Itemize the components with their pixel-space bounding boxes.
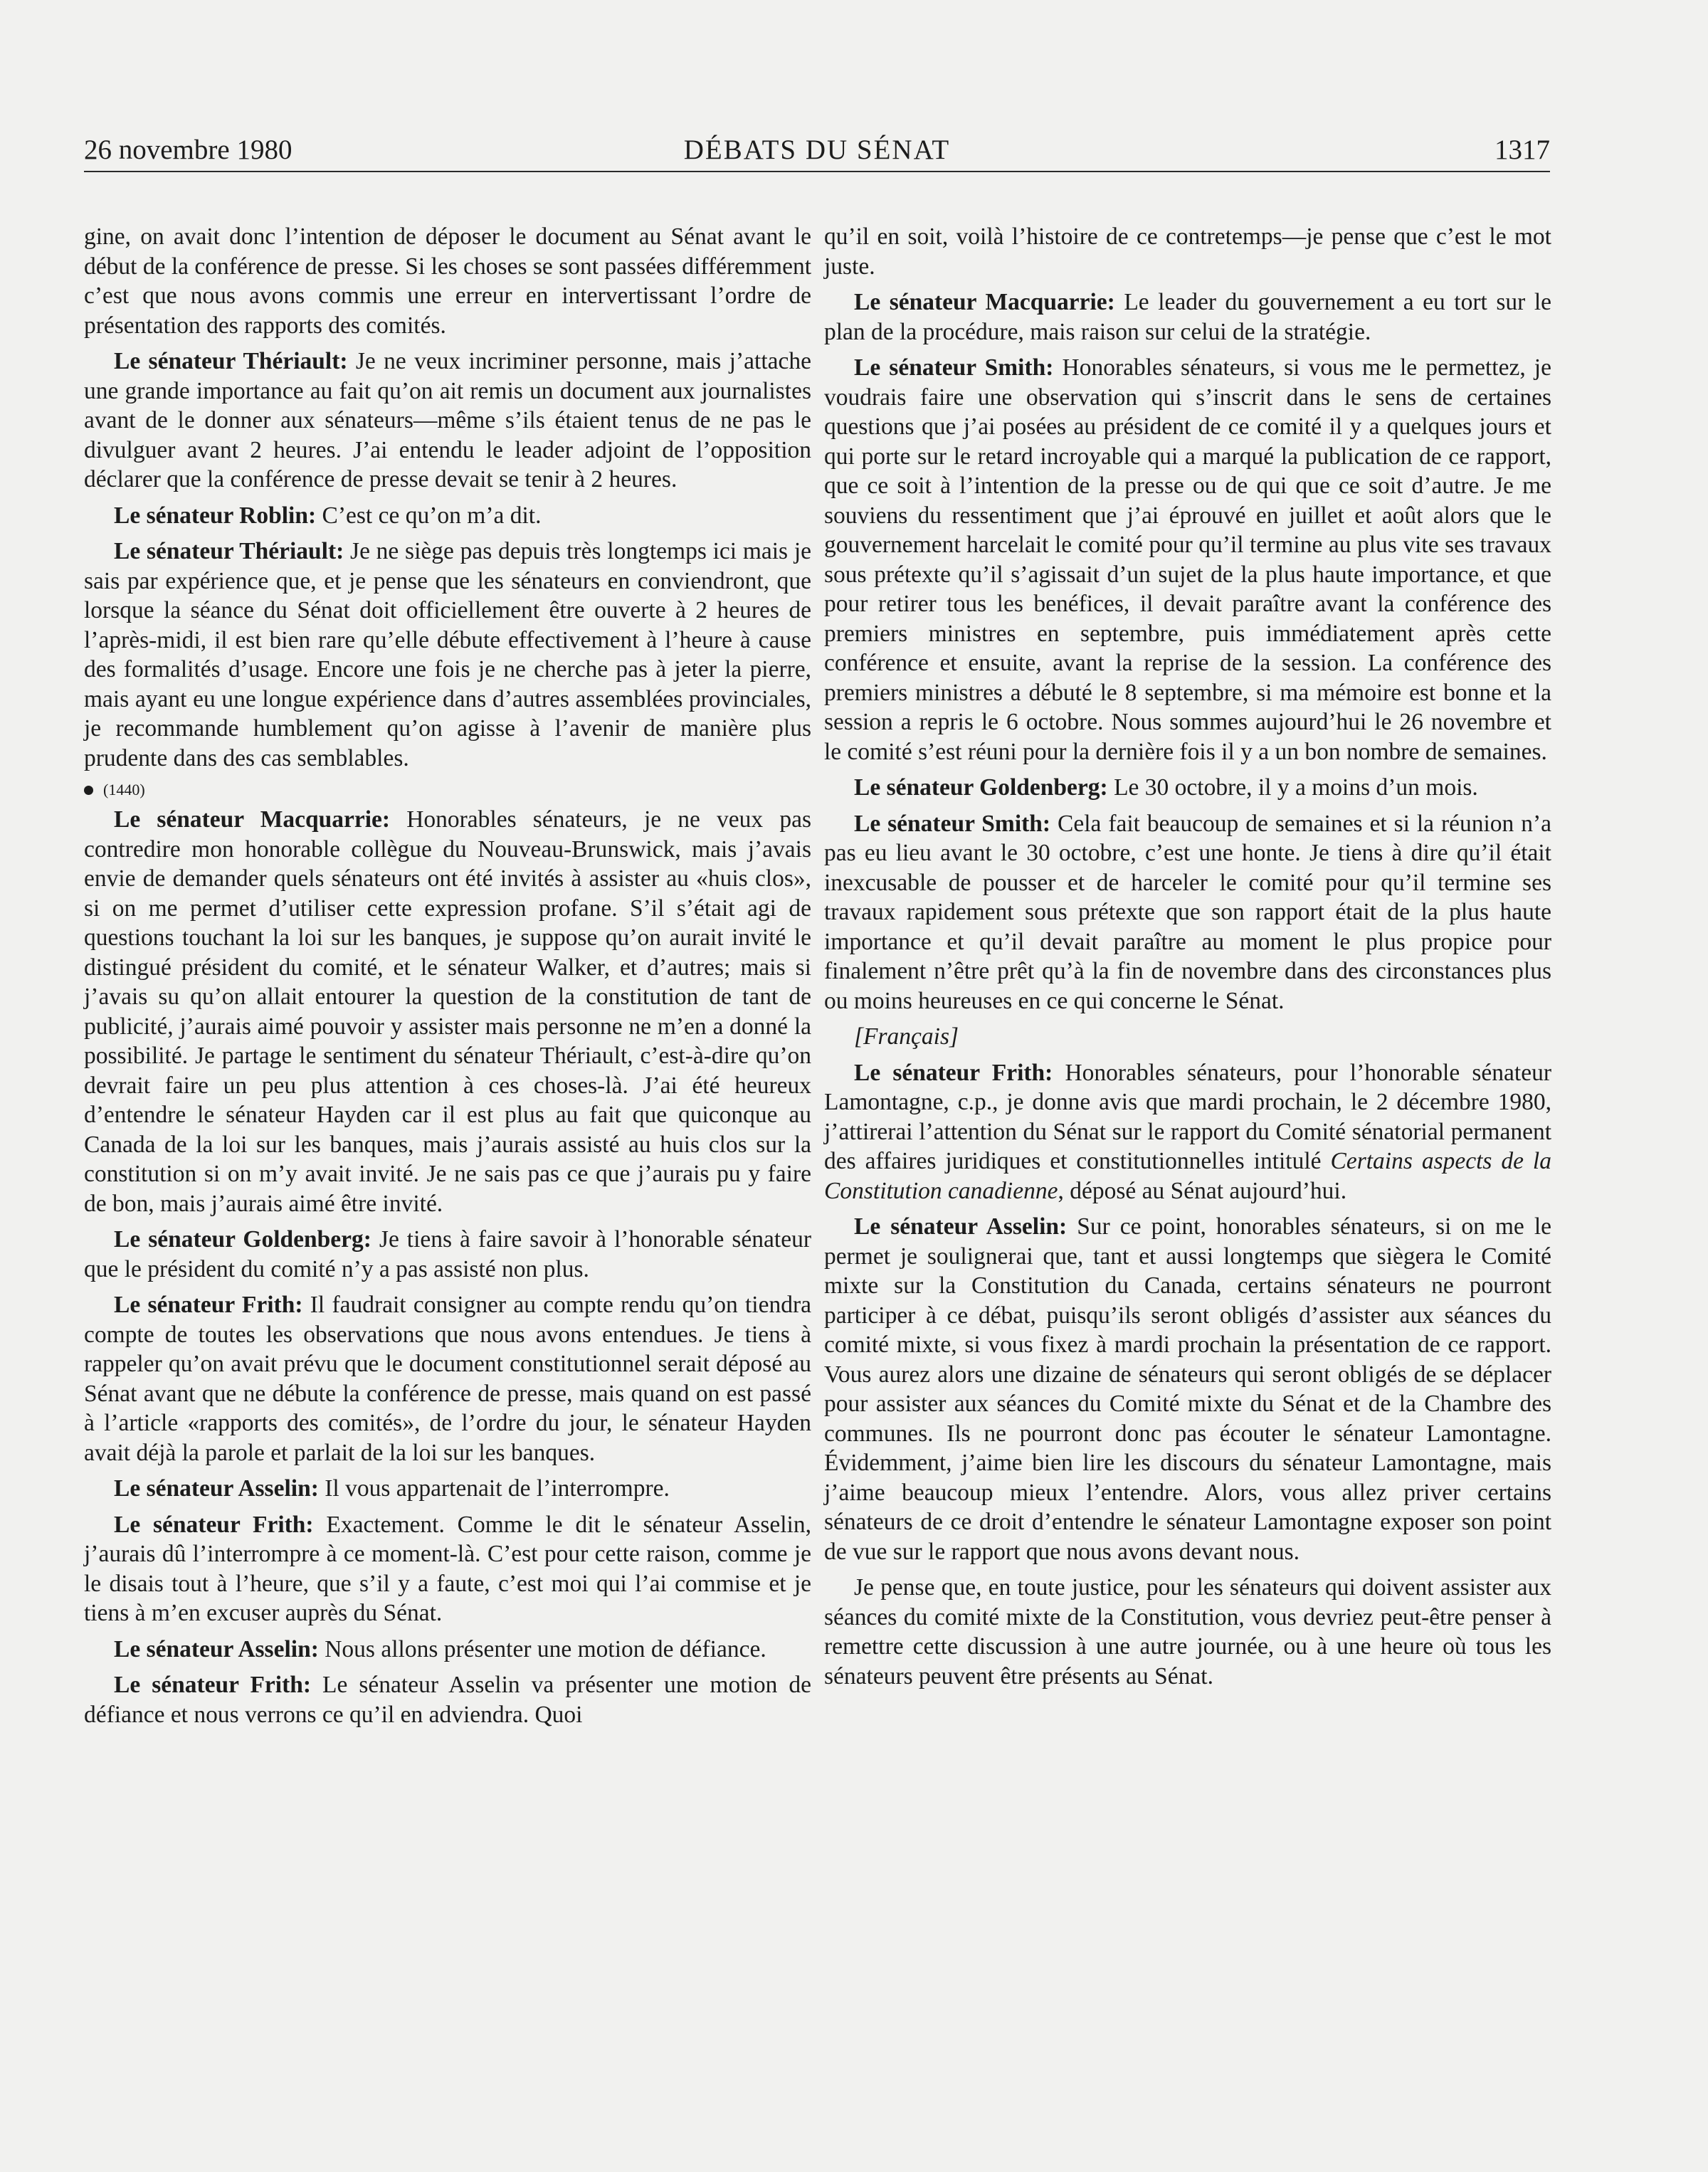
language-note (824, 1022, 1551, 1052)
paragraph (824, 1058, 1551, 1206)
header-date: 26 novembre 1980 (84, 135, 292, 165)
speaker-name: Le sénateur Asselin: (114, 1475, 319, 1502)
speech-text: Honorables sénateurs, je ne veux pas contredire mon honorable collègue du Nouveau-Brunswick, mais j’avais envie de demander quels sénateurs ont été invités à assister au «huis clos», si on me permet d’utiliser cette expression profane. S’il s’était agi de questions touchant la loi sur les banques, je suppose qu’on aurait invité le distingué président du comité, et le sénateur Walker, et d’autres; mais si j’avais su qu’on allait entourer la question de la constitution de tant de publicité, j’aurais aimé pouvoir y assister mais personne ne m’en a donné la possibilité. Je partage le sentiment du sénateur Thériault, c’est-à-dire qu’on devrait faire un peu plus attention à ces choses-là. J’ai été heureux d’entendre le sénateur Hayden car il est plus au fait que quiconque au Canada de la loi sur les banques, mais j’aurais assisté au huis clos sur la constitution si on m’y avait invité. Je ne sais pas ce que j’aurais pu y faire de bon, mais j’aurais aimé être invité. (84, 806, 811, 1217)
speech-text: Je ne veux incriminer personne, mais j’attache une grande importance au fait qu’on ait remis un document aux journalistes avant de le donner aux sénateurs—même s’ils étaient tenus de ne pas le divulguer avant 2 heures. J’ai entendu le leader adjoint de l’opposition déclarer que la conférence de presse devait se tenir à 2 heures. (84, 348, 811, 492)
paragraph (84, 537, 811, 773)
paragraph (84, 501, 811, 531)
paragraph (84, 1670, 811, 1729)
paragraph (824, 353, 1551, 766)
speaker-name: Le sénateur Asselin: (114, 1635, 319, 1662)
bullet-icon (84, 786, 93, 795)
speech-text: Honorables sénateurs, si vous me le permettez, je voudrais faire une observation qui s’inscrit dans le sens de certaines questions que j’ai posées au président de ce comité il y a quelques jours et qui porte sur le retard incroyable qui a marqué la publication de ce rapport, que ce soit à l’intention de la presse ou de qui que ce soit d’autre. Je me souviens du ressentiment que j’ai éprouvé en juillet et août alors que le gouvernement harcelait le comité pour qu’il termine au plus vite ses travaux sous prétexte qu’il s’agissait d’un sujet de la plus haute importance, et que pour retirer tous les benéfices, il devait paraître avant la conférence des premiers ministres en septembre, puis immédiatement après cette conférence et ensuite, avant la reprise de la session. La conférence des premiers ministres a débuté le 8 septembre, si ma mémoire est bonne et la session a repris le 6 octobre. Nous sommes aujourd’hui le 26 novembre et le comité s’est réuni pour la dernière fois il y a un bon nombre de semaines. (824, 354, 1551, 765)
speech-text: C’est ce qu’on m’a dit. (316, 502, 542, 529)
paragraph (824, 809, 1551, 1016)
paragraph (84, 1510, 811, 1628)
speech-text: Exactement. Comme le dit le sénateur Asselin, j’aurais dû l’interrompre à ce moment-là. C’est pour cette raison, comme je le disais tout à l’heure, que s’il y a faute, c’est moi qui l’ai commise et je tiens à m’en excuser auprès du Sénat. (84, 1511, 811, 1626)
speaker-name: Le sénateur Macquarrie: (854, 289, 1115, 315)
speech-text: Honorables sénateurs, pour l’honorable sénateur Lamontagne, c.p., je donne avis que mardi prochain, le 2 décembre 1980, j’attirerai l’attention du Sénat sur le rapport du Comité sénatorial permanent des affaires juridiques et constitutionnelles intitulé (824, 1059, 1551, 1174)
paragraph (824, 773, 1551, 803)
speech-text: Il vous appartenait de l’interrompre. (318, 1475, 670, 1502)
speech-text: Nous allons présenter une motion de défiance. (318, 1635, 766, 1662)
paragraph (84, 347, 811, 495)
speaker-name: Le sénateur Frith: (114, 1672, 312, 1698)
speech-text: Je ne siège pas depuis très longtemps ici mais je sais par expérience que, et je pense que les sénateurs en conviendront, que lorsque la séance du Sénat doit officiellement être ouverte à 2 heures de l’après-midi, il est bien rare qu’elle débute effectivement à l’heure à cause des formalités d’usage. Encore une fois je ne cherche pas à jeter la pierre, mais ayant eu une longue expérience dans d’autres assemblées provinciales, je recommande humblement qu’on agisse à l’avenir de manière plus prudente dans des cas semblables. (84, 538, 811, 771)
speech-text: Il faudrait consigner au compte rendu qu’on tiendra compte de toutes les observations que nous avons entendues. Je tiens à rappeler qu’on avait prévu que le document constitutionnel serait déposé au Sénat avant que ne débute la conférence de presse, mais quand on est passé à l’article «rapports des comités», de l’ordre du jour, le sénateur Hayden avait déjà la parole et parlait de la loi sur les banques. (84, 1292, 811, 1466)
paragraph (84, 1290, 811, 1467)
language-note-text: [Français] (854, 1023, 959, 1050)
paragraph (824, 1212, 1551, 1566)
paragraph (84, 1635, 811, 1665)
speaker-name: Le sénateur Thériault: (114, 348, 348, 374)
header-page-number: 1317 (1494, 135, 1550, 165)
speech-text: Le sénateur Asselin va présenter une motion de défiance et nous verrons ce qu’il en adviendra. Quoi (84, 1672, 811, 1728)
speech-text: Le leader du gouvernement a eu tort sur le plan de la procédure, mais raison sur celui de la stratégie. (824, 289, 1551, 345)
speech-text: Sur ce point, honorables sénateurs, si on me le permet je soulignerai que, tant et aussi longtemps que siègera le Comité mixte sur la Constitution du Canada, certains sénateurs ne pourront participer à ce débat, puisqu’ils seront obligés d’assister aux séances du comité mixte, si vous fixez à mardi prochain la présentation de ce rapport. Vous aurez alors une dizaine de sénateurs qui seront obligés de se déplacer pour assister aux séances du Comité mixte du Sénat et de la Chambre des communes. Ils ne pourront donc pas écouter le sénateur Lamontagne. Évidemment, j’aime bien lire les discours du sénateur Lamontagne, mais j’aime beaucoup mieux l’entendre. Alors, vous allez priver certains sénateurs de ce droit d’entendre le sénateur Lamontagne exposer son point de vue sur le rapport que nous avons devant nous. (824, 1213, 1552, 1565)
speaker-name: Le sénateur Thériault: (114, 538, 344, 564)
speaker-name: Le sénateur Macquarrie: (114, 806, 391, 833)
time-marker (84, 779, 811, 801)
speaker-name: Le sénateur Roblin: (114, 502, 317, 529)
paragraph (84, 805, 811, 1218)
header-rule (84, 171, 1550, 172)
speech-text: , déposé au Sénat aujourd’hui. (1058, 1177, 1347, 1204)
page-header (84, 134, 1550, 171)
paragraph (84, 1474, 811, 1504)
speaker-name: Le sénateur Smith: (854, 810, 1051, 837)
speaker-name: Le sénateur Goldenberg: (854, 774, 1108, 801)
time-marker-text: (1440) (103, 781, 145, 798)
speaker-name: Le sénateur Frith: (114, 1292, 303, 1318)
paragraph (84, 1225, 811, 1284)
paragraph: Je pense que, en toute justice, pour les sénateurs qui doivent assister aux séances du comité mixte de la Constitution, vous devriez peut-être penser à remettre cette discussion à une autre journée, ou à une heure où tous les sénateurs peuvent être présents au Sénat. (824, 1574, 1551, 1689)
speaker-name: Le sénateur Asselin: (854, 1213, 1068, 1240)
paragraph (824, 288, 1551, 347)
speech-text: Le 30 octobre, il y a moins d’un mois. (1107, 774, 1478, 801)
speaker-name: Le sénateur Goldenberg: (114, 1226, 371, 1253)
paragraph: gine, on avait donc l’intention de déposer le document au Sénat avant le début de la conférence de presse. Si les choses se sont passées différemment c’est que nous avons commis une erreur en intervertissant l’ordre de présentation des rapports des comités. (84, 223, 811, 339)
speaker-name: Le sénateur Frith: (114, 1511, 314, 1538)
speaker-name: Le sénateur Frith: (854, 1059, 1053, 1086)
speech-text: Je tiens à faire savoir à l’honorable sénateur que le président du comité n’y a pas assisté non plus. (84, 1226, 811, 1282)
header-title: DÉBATS DU SÉNAT (683, 135, 951, 165)
speaker-name: Le sénateur Smith: (854, 354, 1054, 381)
speech-text: Cela fait beaucoup de semaines et si la réunion n’a pas eu lieu avant le 30 octobre, c’est une honte. Je tiens à dire qu’il était inexcusable de pousser et de harceler le comité pour qu’il termine ses travaux rapidement sous prétexte que son rapport était de la plus haute importance et qu’il devait paraître au moment le plus propice pour finalement n’être prêt qu’à la fin de novembre dans des circonstances plus ou moins heureuses en ce qui concerne le Sénat. (824, 810, 1551, 1014)
paragraph: qu’il en soit, voilà l’histoire de ce contretemps—je pense que c’est le mot juste. (824, 223, 1551, 280)
right-column (824, 222, 1551, 1697)
left-column (84, 222, 811, 1736)
report-title: Certains aspects de la Constitution canadienne (824, 1148, 1551, 1204)
